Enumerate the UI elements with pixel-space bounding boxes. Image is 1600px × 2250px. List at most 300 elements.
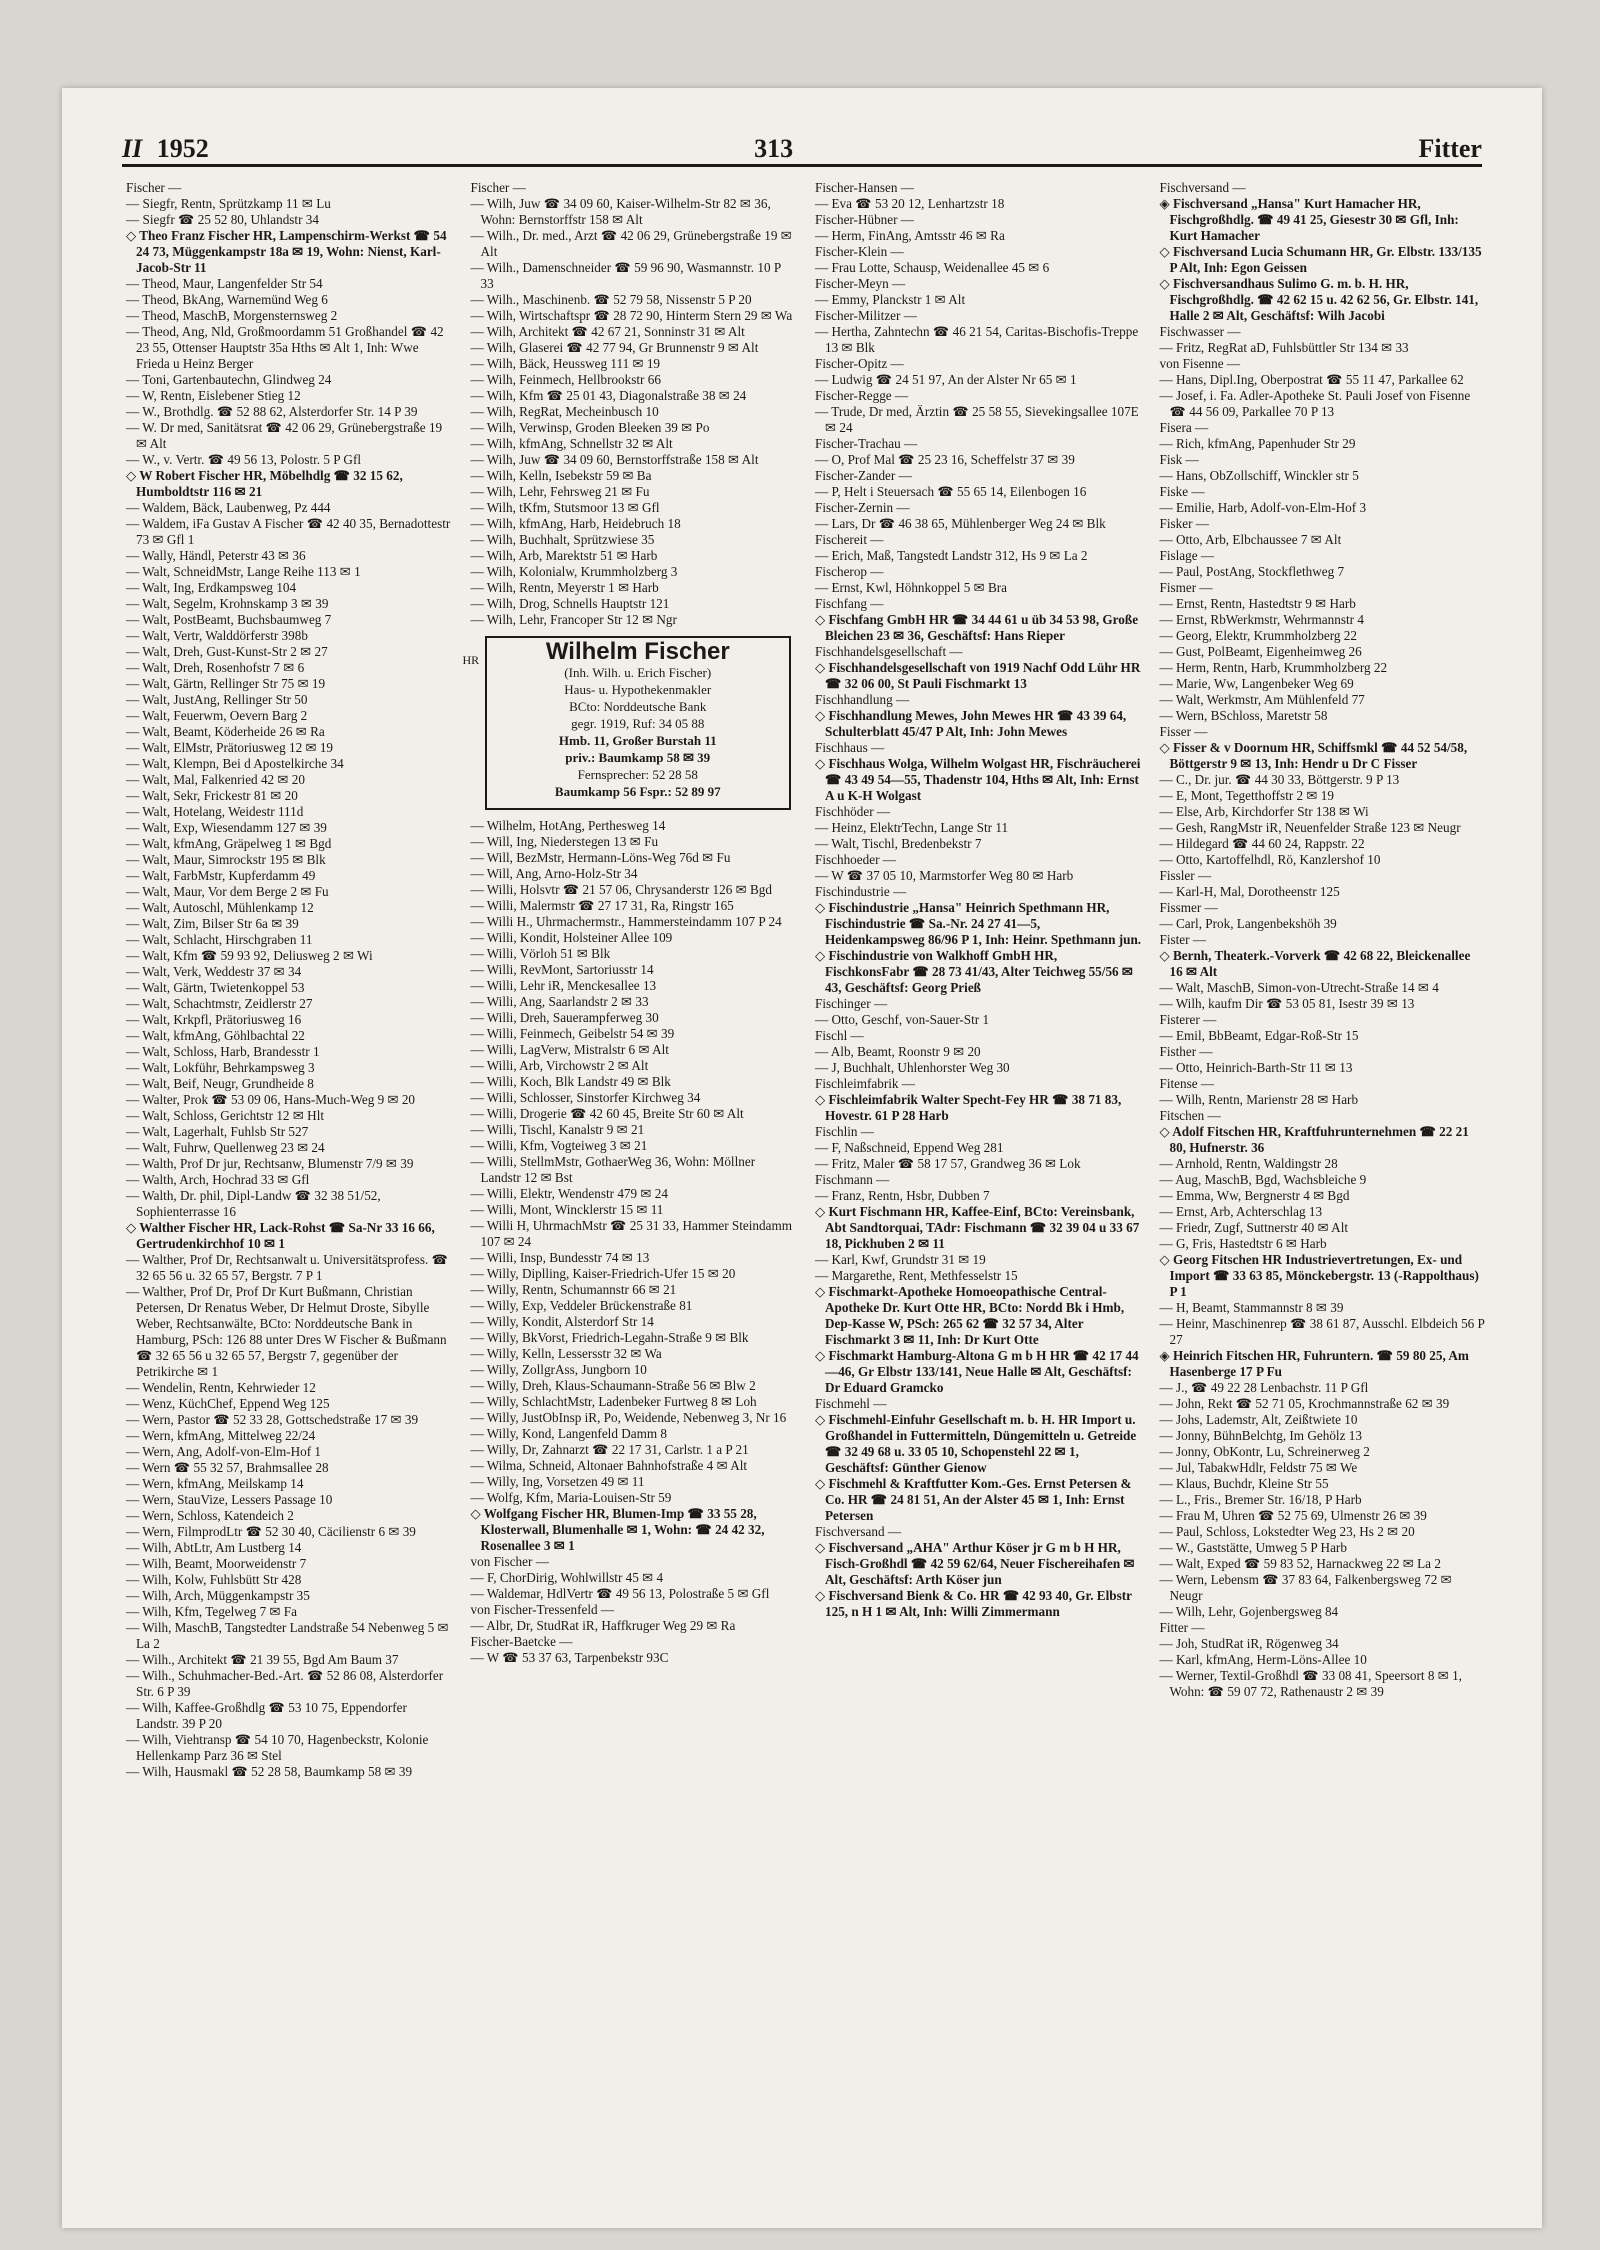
directory-entry: — Walt, Mal, Falkenried 42 ✉ 20 xyxy=(126,772,305,787)
directory-entry: — Ernst, Kwl, Höhnkoppel 5 ✉ Bra xyxy=(815,580,1007,595)
directory-entry: — Wilh, AbtLtr, Am Lustberg 14 xyxy=(126,1540,302,1555)
directory-entry: — Wilh, kaufm Dir ☎ 53 05 81, Isestr 39 ✉ 13 xyxy=(1159,996,1415,1011)
directory-entry: — Wally, Händl, Peterstr 43 ✉ 36 xyxy=(126,548,306,563)
directory-entry: — Walt, Kfm ☎ 59 93 92, Deliusweg 2 ✉ Wi xyxy=(126,948,373,963)
directory-entry: — Walt, Schloss, Harb, Brandesstr 1 xyxy=(126,1044,320,1059)
directory-entry: — Wern, kfmAng, Meilskamp 14 xyxy=(126,1476,304,1491)
directory-entry: — Wern, kfmAng, Mittelweg 22/24 xyxy=(126,1428,316,1443)
directory-entry: — Will, Ing, Niederstegen 13 ✉ Fu xyxy=(470,834,659,849)
ad-line: BCto: Norddeutsche Bank xyxy=(569,699,707,714)
directory-entry: — Heinz, ElektrTechn, Lange Str 11 xyxy=(815,820,1009,835)
directory-entry: — Willi, StellmMstr, GothaerWeg 36, Wohn: Möllner Landstr 12 ✉ Bst xyxy=(470,1154,756,1185)
directory-entry: — Wilh, Lehr, Fehrsweg 21 ✉ Fu xyxy=(470,484,650,499)
directory-entry: — Emilie, Harb, Adolf-von-Elm-Hof 3 xyxy=(1159,500,1367,515)
directory-entry: — Walt, ElMstr, Prätoriusweg 12 ✉ 19 xyxy=(126,740,334,755)
directory-entry: — F, Naßschneid, Eppend Weg 281 xyxy=(815,1140,1004,1155)
directory-entry: — Jul, TabakwHdlr, Feldstr 75 ✉ We xyxy=(1159,1460,1358,1475)
directory-entry: — Willi, Ang, Saarlandstr 2 ✉ 33 xyxy=(470,994,649,1009)
directory-entry: — W., Brothdlg. ☎ 52 88 62, Alsterdorfer Str. 14 P 39 xyxy=(126,404,418,419)
directory-entry: — Walt, Segelm, Krohnskamp 3 ✉ 39 xyxy=(126,596,329,611)
column-2-entries-bottom xyxy=(471,818,798,1666)
directory-entry: — Wilh, Beamt, Moorweidenstr 7 xyxy=(126,1556,307,1571)
directory-entry: — Willi H, UhrmachMstr ☎ 25 31 33, Hammer Steindamm 107 ✉ 24 xyxy=(470,1218,792,1249)
surname-heading: Fischer-Baetcke — xyxy=(470,1634,573,1649)
surname-heading: Fisterer — xyxy=(1159,1012,1217,1027)
directory-entry: — Walth, Dr. phil, Dipl-Landw ☎ 32 38 51/52, Sophienterrasse 16 xyxy=(126,1188,381,1219)
directory-entry: — Siegfr ☎ 25 52 80, Uhlandstr 34 xyxy=(126,212,319,227)
directory-entry: ◇ Fischversand „AHA" Arthur Köser jr G m b H HR, Fisch-Großhdl ☎ 42 59 62/64, Neuer Fischereihafen ✉ Alt, Geschäftsf: Arth Köser jun xyxy=(815,1540,1135,1587)
directory-entry: ◇ Fisser & v Doornum HR, Schiffsmkl ☎ 44 52 54/58, Böttgerstr 9 ✉ 13, Inh: Hendr u Dr C Fisser xyxy=(1159,740,1468,771)
directory-entry: — Wilh., Schuhmacher-Bed.-Art. ☎ 52 86 08, Alsterdorfer Str. 6 P 39 xyxy=(126,1668,444,1699)
directory-entry: ◇ Fischindustrie von Walkhoff GmbH HR, FischkonsFabr ☎ 28 73 41/43, Alter Teichweg 55/56 ✉ 43, Geschäftsf: Georg Prieß xyxy=(815,948,1133,995)
directory-entry: ◇ Georg Fitschen HR Industrievertretungen, Ex- und Import ☎ 33 63 85, Mönckebergstr. 13 (-Rappolthaus) P 1 xyxy=(1159,1252,1479,1299)
surname-heading: Fischhandelsgesellschaft — xyxy=(815,644,963,659)
directory-entry: — W., v. Vertr. ☎ 49 56 13, Polostr. 5 P Gfl xyxy=(126,452,362,467)
directory-entry: — Josef, i. Fa. Adler-Apotheke St. Pauli Josef von Fisenne ☎ 44 56 09, Parkallee 70 P 13 xyxy=(1159,388,1471,419)
surname-heading: Fissler — xyxy=(1159,868,1212,883)
directory-entry: — John, Rekt ☎ 52 71 05, Krochmannstraße 62 ✉ 39 xyxy=(1159,1396,1450,1411)
page-header xyxy=(122,118,1482,167)
directory-entry: — Ernst, RbWerkmstr, Wehrmannstr 4 xyxy=(1159,612,1364,627)
directory-entry: — Werner, Textil-Großhdl ☎ 33 08 41, Speersort 8 ✉ 1, Wohn: ☎ 59 07 72, Rathenaustr 2 ✉ 39 xyxy=(1159,1668,1462,1699)
directory-entry: ◇ Theo Franz Fischer HR, Lampenschirm-Werkst ☎ 54 24 73, Müggenkampstr 18a ✉ 19, Wohn: Nienst, Karl-Jacob-Str 11 xyxy=(126,228,447,275)
column-2-entries-top xyxy=(471,180,798,628)
directory-entry: — Johs, Lademstr, Alt, Zeißtwiete 10 xyxy=(1159,1412,1358,1427)
directory-entry: — Toni, Gartenbautechn, Glindweg 24 xyxy=(126,372,332,387)
directory-entry: — Walt, kfmAng, Göhlbachtal 22 xyxy=(126,1028,305,1043)
surname-heading: Fischwasser — xyxy=(1159,324,1241,339)
surname-heading: Fischereit — xyxy=(815,532,884,547)
directory-entry: — Hans, Dipl.Ing, Oberpostrat ☎ 55 11 47, Parkallee 62 xyxy=(1159,372,1464,387)
ad-title: Wilhelm Fischer xyxy=(545,638,730,665)
surname-heading: Fischer-Hübner — xyxy=(815,212,914,227)
directory-entry: — W ☎ 53 37 63, Tarpenbekstr 93C xyxy=(470,1650,669,1665)
directory-entry: — Walt, Vertr, Walddörferstr 398b xyxy=(126,628,308,643)
surname-heading: Fischindustrie — xyxy=(815,884,907,899)
directory-entry: — Wern, Ang, Adolf-von-Elm-Hof 1 xyxy=(126,1444,322,1459)
surname-heading: Fischmann — xyxy=(815,1172,890,1187)
directory-entry: — Walter, Prok ☎ 53 09 06, Hans-Much-Weg 9 ✉ 20 xyxy=(126,1092,416,1107)
ad-bold-lines xyxy=(495,732,782,766)
surname-heading: Fischer-Hansen — xyxy=(815,180,914,195)
directory-entry: — Emma, Ww, Bergnerstr 4 ✉ Bgd xyxy=(1159,1188,1350,1203)
directory-entry: — Karl, Kwf, Grundstr 31 ✉ 19 xyxy=(815,1252,986,1267)
surname-heading: Fischversand — xyxy=(815,1524,902,1539)
directory-entry: — Walt, Schlacht, Hirschgraben 11 xyxy=(126,932,313,947)
directory-entry: — Wilhelm, HotAng, Perthesweg 14 xyxy=(470,818,666,833)
ad-lines xyxy=(495,664,782,732)
surname-heading: Fismer — xyxy=(1159,580,1213,595)
surname-heading: Fissmer — xyxy=(1159,900,1218,915)
directory-entry: — Wilh, Verwinsp, Groden Bleeken 39 ✉ Po xyxy=(470,420,710,435)
directory-entry: — Wilh., Architekt ☎ 21 39 55, Bgd Am Baum 37 xyxy=(126,1652,399,1667)
directory-entry: — Wilh, Rentn, Meyerstr 1 ✉ Harb xyxy=(470,580,659,595)
directory-entry: ◇ Fischversandhaus Sulimo G. m. b. H. HR, Fischgroßhdlg. ☎ 42 62 15 u. 42 62 56, Gr. Elbstr. 141, Halle 2 ✉ Alt, Geschäftsf: Wilh Jacobi xyxy=(1159,276,1479,323)
surname-heading: Fischer-Zernin — xyxy=(815,500,910,515)
header-keyword: Fitter xyxy=(1418,134,1482,163)
directory-entry: — Walt, Autoschl, Mühlenkamp 12 xyxy=(126,900,314,915)
surname-heading: Fitense — xyxy=(1159,1076,1215,1091)
directory-entry: — Wern, Schloss, Katendeich 2 xyxy=(126,1508,294,1523)
directory-entry: — Theod, MaschB, Morgensternsweg 2 xyxy=(126,308,338,323)
surname-heading: Fischerop — xyxy=(815,564,884,579)
directory-entry: — Gust, PolBeamt, Eigenheimweg 26 xyxy=(1159,644,1362,659)
surname-heading: Fisker — xyxy=(1159,516,1209,531)
directory-entry: — Waldem, Bäck, Laubenweg, Pz 444 xyxy=(126,500,331,515)
directory-entry: — Wilh, Glaserei ☎ 42 77 94, Gr Brunnenstr 9 ✉ Alt xyxy=(470,340,759,355)
surname-heading: Fischhandlung — xyxy=(815,692,910,707)
directory-entry: — Walt, Zim, Bilser Str 6a ✉ 39 xyxy=(126,916,299,931)
directory-entry: ◇ Fischfang GmbH HR ☎ 34 44 61 u üb 34 53 98, Große Bleichen 23 ✉ 36, Geschäftsf: Hans Rieper xyxy=(815,612,1139,643)
directory-entry: — Else, Arb, Kirchdorfer Str 138 ✉ Wi xyxy=(1159,804,1369,819)
directory-entry: — Walt, Tischl, Bredenbekstr 7 xyxy=(815,836,982,851)
directory-entry: — Wilh, RegRat, Mecheinbusch 10 xyxy=(470,404,659,419)
directory-entry: — Fritz, RegRat aD, Fuhlsbüttler Str 134 ✉ 33 xyxy=(1159,340,1409,355)
directory-entry: — Walth, Prof Dr jur, Rechtsanw, Blumenstr 7/9 ✉ 39 xyxy=(126,1156,414,1171)
directory-entry: — Hans, ObZollschiff, Winckler str 5 xyxy=(1159,468,1359,483)
directory-entry: — Willi, Holsvtr ☎ 21 57 06, Chrysanderstr 126 ✉ Bgd xyxy=(470,882,772,897)
directory-entry: — Walt, Schloss, Gerichtstr 12 ✉ Hlt xyxy=(126,1108,325,1123)
directory-entry: ◇ Fischhandlung Mewes, John Mewes HR ☎ 43 39 64, Schulterblatt 45/47 P Alt, Inh: John Mewes xyxy=(815,708,1127,739)
directory-entry: — Alb, Beamt, Roonstr 9 ✉ 20 xyxy=(815,1044,981,1059)
directory-entry: — Wilh, Arch, Müggenkampstr 35 xyxy=(126,1588,310,1603)
directory-entry: — Rich, kfmAng, Papenhuder Str 29 xyxy=(1159,436,1356,451)
surname-heading: Fischer — xyxy=(470,180,526,195)
surname-heading: Fischer — xyxy=(126,180,182,195)
directory-entry: — Walt, Verk, Weddestr 37 ✉ 34 xyxy=(126,964,302,979)
directory-entry: ◈ Heinrich Fitschen HR, Fuhruntern. ☎ 59 80 25, Am Hasenberge 17 P Fu xyxy=(1159,1348,1469,1379)
directory-entry: — Karl-H, Mal, Dorotheenstr 125 xyxy=(1159,884,1340,899)
directory-entry: — Klaus, Buchdr, Kleine Str 55 xyxy=(1159,1476,1329,1491)
directory-entry: — Jonny, BühnBelchtg, Im Gehölz 13 xyxy=(1159,1428,1362,1443)
directory-entry: — Willy, Rentn, Schumannstr 66 ✉ 21 xyxy=(470,1282,677,1297)
directory-entry: — Paul, PostAng, Stockflethweg 7 xyxy=(1159,564,1345,579)
directory-entry: ◇ Wolfgang Fischer HR, Blumen-Imp ☎ 33 55 28, Klosterwall, Blumenhalle ✉ 1, Wohn: ☎ 24 42 32, Rosenallee 3 ✉ 1 xyxy=(470,1506,765,1553)
directory-entry: — Walth, Arch, Hochrad 33 ✉ Gfl xyxy=(126,1172,310,1187)
directory-entry: — Wendelin, Rentn, Kehrwieder 12 xyxy=(126,1380,316,1395)
surname-heading: Fitter — xyxy=(1159,1620,1205,1635)
directory-entry: — Willy, ZollgrAss, Jungborn 10 xyxy=(470,1362,647,1377)
surname-heading: von Fisenne — xyxy=(1159,356,1241,371)
surname-heading: Fischer-Opitz — xyxy=(815,356,904,371)
ad-tail-line: Fernsprecher: 52 28 58 xyxy=(577,767,698,782)
directory-entry: — Willi, Koch, Blk Landstr 49 ✉ Blk xyxy=(470,1074,671,1089)
directory-entry: — E, Mont, Tegetthoffstr 2 ✉ 19 xyxy=(1159,788,1334,803)
directory-entry: — Walther, Prof Dr, Rechtsanwalt u. Universitätsprofess. ☎ 32 65 56 u. 32 65 57, Bergstr. 7 P 1 xyxy=(126,1252,449,1283)
directory-entry: — W, Rentn, Eislebener Stieg 12 xyxy=(126,388,301,403)
directory-entry: — Walt, Schachtmstr, Zeidlerstr 27 xyxy=(126,996,313,1011)
directory-entry: — Otto, Geschf, von-Sauer-Str 1 xyxy=(815,1012,990,1027)
directory-entry: — Walt, Feuerwm, Oevern Barg 2 xyxy=(126,708,308,723)
directory-entry: — Wilh, Hausmakl ☎ 52 28 58, Baumkamp 58 ✉ 39 xyxy=(126,1764,413,1779)
directory-entry: ◇ Fischversand Lucia Schumann HR, Gr. Elbstr. 133/135 P Alt, Inh: Egon Geissen xyxy=(1159,244,1482,275)
directory-entry: — Wilh, Wirtschaftspr ☎ 28 72 90, Hinterm Stern 29 ✉ Wa xyxy=(470,308,793,323)
directory-entry: ◇ Adolf Fitschen HR, Kraftfuhrunternehmen ☎ 22 21 80, Hufnerstr. 36 xyxy=(1159,1124,1469,1155)
surname-heading: Fischinger — xyxy=(815,996,888,1011)
directory-entry: — Arnhold, Rentn, Waldingstr 28 xyxy=(1159,1156,1338,1171)
directory-entry: — Wilh, Viehtransp ☎ 54 10 70, Hagenbeckstr, Kolonie Hellenkamp Parz 36 ✉ Stel xyxy=(126,1732,429,1763)
surname-heading: von Fischer — xyxy=(470,1554,549,1569)
ad-bold-line: priv.: Baumkamp 58 ✉ 39 xyxy=(565,750,711,765)
surname-heading: Fischversand — xyxy=(1159,180,1246,195)
directory-entry: — Wilh, Drog, Schnells Hauptstr 121 xyxy=(470,596,670,611)
directory-entry: — Walt, Hotelang, Weidestr 111d xyxy=(126,804,304,819)
directory-entry: — Walt, Klempn, Bei d Apostelkirche 34 xyxy=(126,756,344,771)
directory-entry: — Walt, Gärtn, Rellinger Str 75 ✉ 19 xyxy=(126,676,326,691)
directory-entry: — Wilh, Kfm, Tegelweg 7 ✉ Fa xyxy=(126,1604,297,1619)
directory-entry: ◇ Fischhandelsgesellschaft von 1919 Nachf Odd Lühr HR ☎ 32 06 00, St Pauli Fischmarkt 13 xyxy=(815,660,1141,691)
directory-entry: ◇ Fischmehl & Kraftfutter Kom.-Ges. Ernst Petersen & Co. HR ☎ 24 81 51, An der Alster 45 ✉ 1, Inh: Ernst Petersen xyxy=(815,1476,1132,1523)
directory-entry: — Paul, Schloss, Lokstedter Weg 23, Hs 2 ✉ 20 xyxy=(1159,1524,1415,1539)
directory-entry: — Walt, Werkmstr, Am Mühlenfeld 77 xyxy=(1159,692,1365,707)
directory-entry: — Wilh, Buchhalt, Sprützwiese 35 xyxy=(470,532,655,547)
ad-line: gegr. 1919, Ruf: 34 05 88 xyxy=(571,716,705,731)
directory-entry: — Wern, Lebensm ☎ 37 83 64, Falkenbergsweg 72 ✉ Neugr xyxy=(1159,1572,1452,1603)
directory-entry: — Will, Ang, Arno-Holz-Str 34 xyxy=(470,866,638,881)
directory-entry: — Walt, Beamt, Köderheide 26 ✉ Ra xyxy=(126,724,325,739)
directory-entry: — Aug, MaschB, Bgd, Wachsbleiche 9 xyxy=(1159,1172,1367,1187)
directory-entry: — Wilh., Dr. med., Arzt ☎ 42 06 29, Grünebergstraße 19 ✉ Alt xyxy=(470,228,792,259)
directory-entry: — Wolfg, Kfm, Maria-Louisen-Str 59 xyxy=(470,1490,672,1505)
directory-entry: ◇ W Robert Fischer HR, Möbelhdlg ☎ 32 15 62, Humboldtstr 116 ✉ 21 xyxy=(126,468,403,499)
directory-entry: — Walt, Beif, Neugr, Grundheide 8 xyxy=(126,1076,314,1091)
directory-entry: ◈ Fischversand „Hansa" Kurt Hamacher HR, Fischgroßhdlg. ☎ 49 41 25, Giesestr 30 ✉ Gfl, Inh: Kurt Hamacher xyxy=(1159,196,1459,243)
directory-entry: — Willy, Kelln, Lessersstr 32 ✉ Wa xyxy=(470,1346,662,1361)
directory-entry: — Wern, StauVize, Lessers Passage 10 xyxy=(126,1492,333,1507)
surname-heading: Fischlin — xyxy=(815,1124,874,1139)
directory-entry: — Wenz, KüchChef, Eppend Weg 125 xyxy=(126,1396,330,1411)
directory-entry: — Walt, Maur, Vor dem Berge 2 ✉ Fu xyxy=(126,884,329,899)
directory-entry: — Walt, Gärtn, Twietenkoppel 53 xyxy=(126,980,305,995)
directory-entry: — Willi, Kfm, Vogteiweg 3 ✉ 21 xyxy=(470,1138,648,1153)
directory-entry: ◇ Fischmarkt Hamburg-Altona G m b H HR ☎ 42 17 44—46, Gr Elbstr 133/141, Neue Halle ✉ Alt, Geschäftsf: Dr Eduard Gramcko xyxy=(815,1348,1139,1395)
surname-heading: Fischmehl — xyxy=(815,1396,887,1411)
directory-entry: — Walt, kfmAng, Gräpelweg 1 ✉ Bgd xyxy=(126,836,332,851)
directory-entry: — W. Dr med, Sanitätsrat ☎ 42 06 29, Grünebergstraße 19 ✉ Alt xyxy=(126,420,443,451)
directory-entry: — Erich, Maß, Tangstedt Landstr 312, Hs 9 ✉ La 2 xyxy=(815,548,1088,563)
ad-line: (Inh. Wilh. u. Erich Fischer) xyxy=(564,665,712,680)
directory-entry: — Franz, Rentn, Hsbr, Dubben 7 xyxy=(815,1188,990,1203)
directory-entry: — Wilh, Arb, Marektstr 51 ✉ Harb xyxy=(470,548,658,563)
directory-entry: — Margarethe, Rent, Methfesselstr 15 xyxy=(815,1268,1018,1283)
directory-entry: ◇ Fischhaus Wolga, Wilhelm Wolgast HR, Fischräucherei ☎ 43 49 54—55, Thadenstr 104, Hths ✉ Alt, Inh: Ernst A u K-H Wolgast xyxy=(815,756,1141,803)
ad-line: Haus- u. Hypothekenmakler xyxy=(564,682,712,697)
directory-entry: — Walt, Ing, Erdkampsweg 104 xyxy=(126,580,297,595)
column-2 xyxy=(462,180,798,2192)
surname-heading: Fisser — xyxy=(1159,724,1208,739)
surname-heading: Fisera — xyxy=(1159,420,1209,435)
directory-entry: — Albr, Dr, StudRat iR, Haffkruger Weg 29 ✉ Ra xyxy=(470,1618,736,1633)
directory-entry: ◇ Walther Fischer HR, Lack-Rohst ☎ Sa-Nr 33 16 66, Gertrudenkirchhof 10 ✉ 1 xyxy=(126,1220,435,1251)
directory-entry: — J, Buchhalt, Uhlenhorster Weg 30 xyxy=(815,1060,1010,1075)
directory-entry: — Willi, LagVerw, Mistralstr 6 ✉ Alt xyxy=(470,1042,669,1057)
directory-entry: — Willi, Malermstr ☎ 27 17 31, Ra, Ringstr 165 xyxy=(470,898,734,913)
directory-entry: — Waldemar, HdlVertr ☎ 49 56 13, Polostraße 5 ✉ Gfl xyxy=(470,1586,770,1601)
surname-heading: Fitschen — xyxy=(1159,1108,1221,1123)
directory-entry: — Walt, PostBeamt, Buchsbaumweg 7 xyxy=(126,612,332,627)
directory-entry: — Walt, Lagerhalt, Fuhlsb Str 527 xyxy=(126,1124,309,1139)
directory-entry: — Joh, StudRat iR, Rögenweg 34 xyxy=(1159,1636,1339,1651)
directory-entry: — Heinr, Maschinenrep ☎ 38 61 87, Ausschl. Elbdeich 56 P 27 xyxy=(1159,1316,1485,1347)
directory-entry: — Wilh, Lehr, Francoper Str 12 ✉ Ngr xyxy=(470,612,677,627)
directory-entry: — Ludwig ☎ 24 51 97, An der Alster Nr 65 ✉ 1 xyxy=(815,372,1077,387)
advertisement-box xyxy=(462,636,792,810)
directory-entry: — Willi H., Uhrmachermstr., Hammersteindamm 107 P 24 xyxy=(470,914,782,929)
directory-entry: — Willi, Kondit, Holsteiner Allee 109 xyxy=(470,930,673,945)
directory-entry: — Theod, BkAng, Warnemünd Weg 6 xyxy=(126,292,328,307)
directory-entry: — Willi, RevMont, Sartoriusstr 14 xyxy=(470,962,654,977)
directory-entry: — Wilh, Kelln, Isebekstr 59 ✉ Ba xyxy=(470,468,652,483)
directory-columns xyxy=(126,180,1486,2192)
surname-heading: Fischer-Meyn — xyxy=(815,276,906,291)
page-number: 313 xyxy=(754,134,794,163)
surname-heading: Fisk — xyxy=(1159,452,1199,467)
directory-entry: ◇ Fischleimfabrik Walter Specht-Fey HR ☎ 38 71 83, Hovestr. 61 P 28 Harb xyxy=(815,1092,1122,1123)
directory-entry: — Wilh, Kfm ☎ 25 01 43, Diagonalstraße 38 ✉ 24 xyxy=(470,388,747,403)
directory-entry: — Willi, Mont, Wincklerstr 15 ✉ 11 xyxy=(470,1202,664,1217)
directory-entry: — Waldem, iFa Gustav A Fischer ☎ 42 40 35, Bernadottestr 73 ✉ Gfl 1 xyxy=(126,516,451,547)
directory-entry: — Herm, FinAng, Amtsstr 46 ✉ Ra xyxy=(815,228,1005,243)
surname-heading: Fischhaus — xyxy=(815,740,885,755)
directory-entry: — G, Fris, Hastedtstr 6 ✉ Harb xyxy=(1159,1236,1327,1251)
directory-entry: — Wilh, kfmAng, Harb, Heidebruch 18 xyxy=(470,516,681,531)
surname-heading: Fischer-Zander — xyxy=(815,468,912,483)
directory-entry: — Fritz, Maler ☎ 58 17 57, Grandweg 36 ✉ Lok xyxy=(815,1156,1081,1171)
directory-entry: — Willy, JustObInsp iR, Po, Weidende, Nebenweg 3, Nr 16 xyxy=(470,1410,787,1425)
directory-entry: — Willy, Exp, Veddeler Brückenstraße 81 xyxy=(470,1298,693,1313)
header-volume-year xyxy=(122,134,209,164)
column-1 xyxy=(126,180,453,2192)
directory-entry: — W., Gaststätte, Umweg 5 P Harb xyxy=(1159,1540,1347,1555)
directory-entry: — Wern, BSchloss, Maretstr 58 xyxy=(1159,708,1328,723)
directory-entry: — Herm, Rentn, Harb, Krummholzberg 22 xyxy=(1159,660,1388,675)
directory-entry: — Gesh, RangMstr iR, Neuenfelder Straße 123 ✉ Neugr xyxy=(1159,820,1461,835)
directory-entry: — Willy, BkVorst, Friedrich-Legahn-Straße 9 ✉ Blk xyxy=(470,1330,749,1345)
directory-entry: — Walt, Exped ☎ 59 83 52, Harnackweg 22 ✉ La 2 xyxy=(1159,1556,1441,1571)
directory-entry: — Willi, Insp, Bundesstr 74 ✉ 13 xyxy=(470,1250,650,1265)
ad-hr-mark: HR xyxy=(462,653,480,667)
directory-entry: — Walt, Dreh, Rosenhofstr 7 ✉ 6 xyxy=(126,660,305,675)
surname-heading: Fischer-Militzer — xyxy=(815,308,917,323)
directory-entry: — Wern, FilmprodLtr ☎ 52 30 40, Cäcilienstr 6 ✉ 39 xyxy=(126,1524,416,1539)
directory-entry: — Willi, Vörloh 51 ✉ Blk xyxy=(470,946,611,961)
surname-heading: Fiske — xyxy=(1159,484,1205,499)
directory-entry: — Ernst, Arb, Achterschlag 13 xyxy=(1159,1204,1323,1219)
directory-entry: — Willy, SchlachtMstr, Ladenbeker Furtweg 8 ✉ Loh xyxy=(470,1394,757,1409)
directory-entry: — Willi, Lehr iR, Menckesallee 13 xyxy=(470,978,657,993)
directory-entry: — Willy, Ing, Vorsetzen 49 ✉ 11 xyxy=(470,1474,645,1489)
ad-tail-bold: Baumkamp 56 Fspr.: 52 89 97 xyxy=(554,784,721,799)
directory-entry: — Wilh., Maschinenb. ☎ 52 79 58, Nissenstr 5 P 20 xyxy=(470,292,752,307)
directory-entry: — Wilh, kfmAng, Schnellstr 32 ✉ Alt xyxy=(470,436,673,451)
directory-entry: — Willi, Schlosser, Sinstorfer Kirchweg 34 xyxy=(470,1090,701,1105)
directory-entry: — Otto, Heinrich-Barth-Str 11 ✉ 13 xyxy=(1159,1060,1353,1075)
directory-entry: — Walt, Exp, Wiesendamm 127 ✉ 39 xyxy=(126,820,327,835)
directory-entry: — Willy, Kond, Langenfeld Damm 8 xyxy=(470,1426,668,1441)
column-3 xyxy=(815,180,1142,2192)
surname-heading: Fister — xyxy=(1159,932,1207,947)
surname-heading: Fischfang — xyxy=(815,596,884,611)
directory-entry: — Willi, Drogerie ☎ 42 60 45, Breite Str 60 ✉ Alt xyxy=(470,1106,744,1121)
directory-entry: — Walt, Krkpfl, Prätoriusweg 16 xyxy=(126,1012,302,1027)
directory-entry: — H, Beamt, Stammannstr 8 ✉ 39 xyxy=(1159,1300,1344,1315)
directory-entry: — Georg, Elektr, Krummholzberg 22 xyxy=(1159,628,1357,643)
ad-bold-line: Hmb. 11, Großer Burstah 11 xyxy=(558,733,717,748)
directory-entry: — Willy, Diplling, Kaiser-Friedrich-Ufer 15 ✉ 20 xyxy=(470,1266,736,1281)
directory-entry: — Lars, Dr ☎ 46 38 65, Mühlenberger Weg 24 ✉ Blk xyxy=(815,516,1106,531)
directory-entry: — Walt, Sekr, Frickestr 81 ✉ 20 xyxy=(126,788,298,803)
directory-entry: — Wilh, Bäck, Heussweg 111 ✉ 19 xyxy=(470,356,661,371)
directory-entry: — Willi, Arb, Virchowstr 2 ✉ Alt xyxy=(470,1058,649,1073)
directory-entry: — F, ChorDirig, Wohlwillstr 45 ✉ 4 xyxy=(470,1570,664,1585)
directory-entry: — Wilh, Architekt ☎ 42 67 21, Sonninstr 31 ✉ Alt xyxy=(470,324,745,339)
directory-entry: — O, Prof Mal ☎ 25 23 16, Scheffelstr 37 ✉ 39 xyxy=(815,452,1075,467)
directory-entry: — W ☎ 37 05 10, Marmstorfer Weg 80 ✉ Harb xyxy=(815,868,1074,883)
directory-entry: — Willy, Dreh, Klaus-Schaumann-Straße 56 ✉ Blw 2 xyxy=(470,1378,756,1393)
directory-entry: — Theod, Maur, Langenfelder Str 54 xyxy=(126,276,323,291)
directory-entry: — Wilh, Lehr, Gojenbergsweg 84 xyxy=(1159,1604,1339,1619)
header-year: 1952 xyxy=(156,134,209,163)
directory-page xyxy=(62,88,1542,2228)
directory-entry: — Siegfr, Rentn, Sprützkamp 11 ✉ Lu xyxy=(126,196,331,211)
surname-heading: Fischhöder — xyxy=(815,804,891,819)
directory-entry: — Emmy, Planckstr 1 ✉ Alt xyxy=(815,292,966,307)
directory-entry: — Hertha, Zahntechn ☎ 46 21 54, Caritas-Bischofis-Treppe 13 ✉ Blk xyxy=(815,324,1139,355)
directory-entry: — Walt, Lokführ, Behrkampsweg 3 xyxy=(126,1060,315,1075)
directory-entry: — Karl, kfmAng, Herm-Löns-Allee 10 xyxy=(1159,1652,1367,1667)
directory-entry: — Eva ☎ 53 20 12, Lenhartzstr 18 xyxy=(815,196,1005,211)
directory-entry: — Wilh, Juw ☎ 34 09 60, Bernstorffstraße 158 ✉ Alt xyxy=(470,452,759,467)
directory-entry: — Hildegard ☎ 44 60 24, Rappstr. 22 xyxy=(1159,836,1365,851)
surname-heading: Fischl — xyxy=(815,1028,864,1043)
directory-entry: — Friedr, Zugf, Suttnerstr 40 ✉ Alt xyxy=(1159,1220,1349,1235)
directory-entry: — Walt, JustAng, Rellinger Str 50 xyxy=(126,692,308,707)
surname-heading: Fischer-Regge — xyxy=(815,388,909,403)
directory-entry: — Wern ☎ 55 32 57, Brahmsallee 28 xyxy=(126,1460,329,1475)
directory-entry: — Willi, Elektr, Wendenstr 479 ✉ 24 xyxy=(470,1186,668,1201)
directory-entry: ◇ Fischversand Bienk & Co. HR ☎ 42 93 40, Gr. Elbstr 125, n H 1 ✉ Alt, Inh: Willi Zimmermann xyxy=(815,1588,1132,1619)
surname-heading: Fischleimfabrik — xyxy=(815,1076,915,1091)
directory-entry: — Wilh, tKfm, Stutsmoor 13 ✉ Gfl xyxy=(470,500,660,515)
directory-entry: ◇ Fischindustrie „Hansa" Heinrich Spethmann HR, Fischindustrie ☎ Sa.-Nr. 24 27 41—5, Heidenkampsweg 86/96 P 1, Inh: Heinr. Spethmann jun. xyxy=(815,900,1142,947)
directory-entry: — Wilh, Juw ☎ 34 09 60, Kaiser-Wilhelm-Str 82 ✉ 36, Wohn: Bernstorffstr 158 ✉ Alt xyxy=(470,196,771,227)
directory-entry: — Willi, Tischl, Kanalstr 9 ✉ 21 xyxy=(470,1122,645,1137)
directory-entry: — P, Helt i Steuersach ☎ 55 65 14, Eilenbogen 16 xyxy=(815,484,1087,499)
header-volume: II xyxy=(122,134,143,163)
directory-entry: — Otto, Arb, Elbchaussee 7 ✉ Alt xyxy=(1159,532,1342,547)
directory-entry: — Emil, BbBeamt, Edgar-Roß-Str 15 xyxy=(1159,1028,1359,1043)
directory-entry: ◇ Fischmarkt-Apotheke Homoeopathische Central-Apotheke Dr. Kurt Otte HR, BCto: Nordd Bk i Hmb, Dep-Kasse W, PSch: 265 62 ☎ 32 57 34, Alter Fischmarkt 3 ✉ 11, Inh: Dr Kurt Otte xyxy=(815,1284,1125,1347)
directory-entry: — Jonny, ObKontr, Lu, Schreinerweg 2 xyxy=(1159,1444,1370,1459)
directory-entry: — Walther, Prof Dr, Prof Dr Kurt Bußmann, Christian Petersen, Dr Renatus Weber, Dr Helmut Droste, Sibylle Weber, Rechtsanwälte, BCto: Norddeutsche Bank in Hamburg, PSch: 126 88 unter Dres W Fischer & Bußmann ☎ 32 65 56 u 32 65 57, Bergstr 7, gegenüber der Petrikirche ✉ 1 xyxy=(126,1284,447,1379)
directory-entry: ◇ Kurt Fischmann HR, Kaffee-Einf, BCto: Vereinsbank, Abt Sandtorquai, TAdr: Fischmann ☎ 32 39 04 u 33 67 18, Pickhuben 2 ✉ 11 xyxy=(815,1204,1140,1251)
column-4 xyxy=(1160,180,1487,2192)
directory-entry: — Wilh, Kolonialw, Krummholzberg 3 xyxy=(470,564,678,579)
directory-entry: ◇ Bernh, Theaterk.-Vorverk ☎ 42 68 22, Bleickenallee 16 ✉ Alt xyxy=(1159,948,1471,979)
directory-entry: — Walt, Maur, Simrockstr 195 ✉ Blk xyxy=(126,852,326,867)
directory-entry: — Wilh, Kolw, Fuhlsbütt Str 428 xyxy=(126,1572,302,1587)
directory-entry: — Ernst, Rentn, Hastedtstr 9 ✉ Harb xyxy=(1159,596,1356,611)
directory-entry: — Willi, Dreh, Sauerampferweg 30 xyxy=(470,1010,659,1025)
directory-entry: ◇ Fischmehl-Einfuhr Gesellschaft m. b. H. HR Import u. Großhandel in Futtermitteln, Düngemitteln u. Getreide ☎ 32 49 68 u. 33 05 10, Schopenstehl 22 ✉ 1, Geschäftsf: Günther Gienow xyxy=(815,1412,1137,1475)
directory-entry: — Wilh., Damenschneider ☎ 59 96 90, Wasmannstr. 10 P 33 xyxy=(470,260,781,291)
directory-entry: — Walt, MaschB, Simon-von-Utrecht-Straße 14 ✉ 4 xyxy=(1159,980,1439,995)
directory-entry: — Wilh, MaschB, Tangstedter Landstraße 54 Nebenweg 5 ✉ La 2 xyxy=(126,1620,449,1651)
directory-entry: — Wilh, Rentn, Marienstr 28 ✉ Harb xyxy=(1159,1092,1359,1107)
directory-entry: — Wilma, Schneid, Altonaer Bahnhofstraße 4 ✉ Alt xyxy=(470,1458,748,1473)
directory-entry: — Walt, Dreh, Gust-Kunst-Str 2 ✉ 27 xyxy=(126,644,328,659)
directory-entry: — C., Dr. jur. ☎ 44 30 33, Böttgerstr. 9 P 13 xyxy=(1159,772,1400,787)
